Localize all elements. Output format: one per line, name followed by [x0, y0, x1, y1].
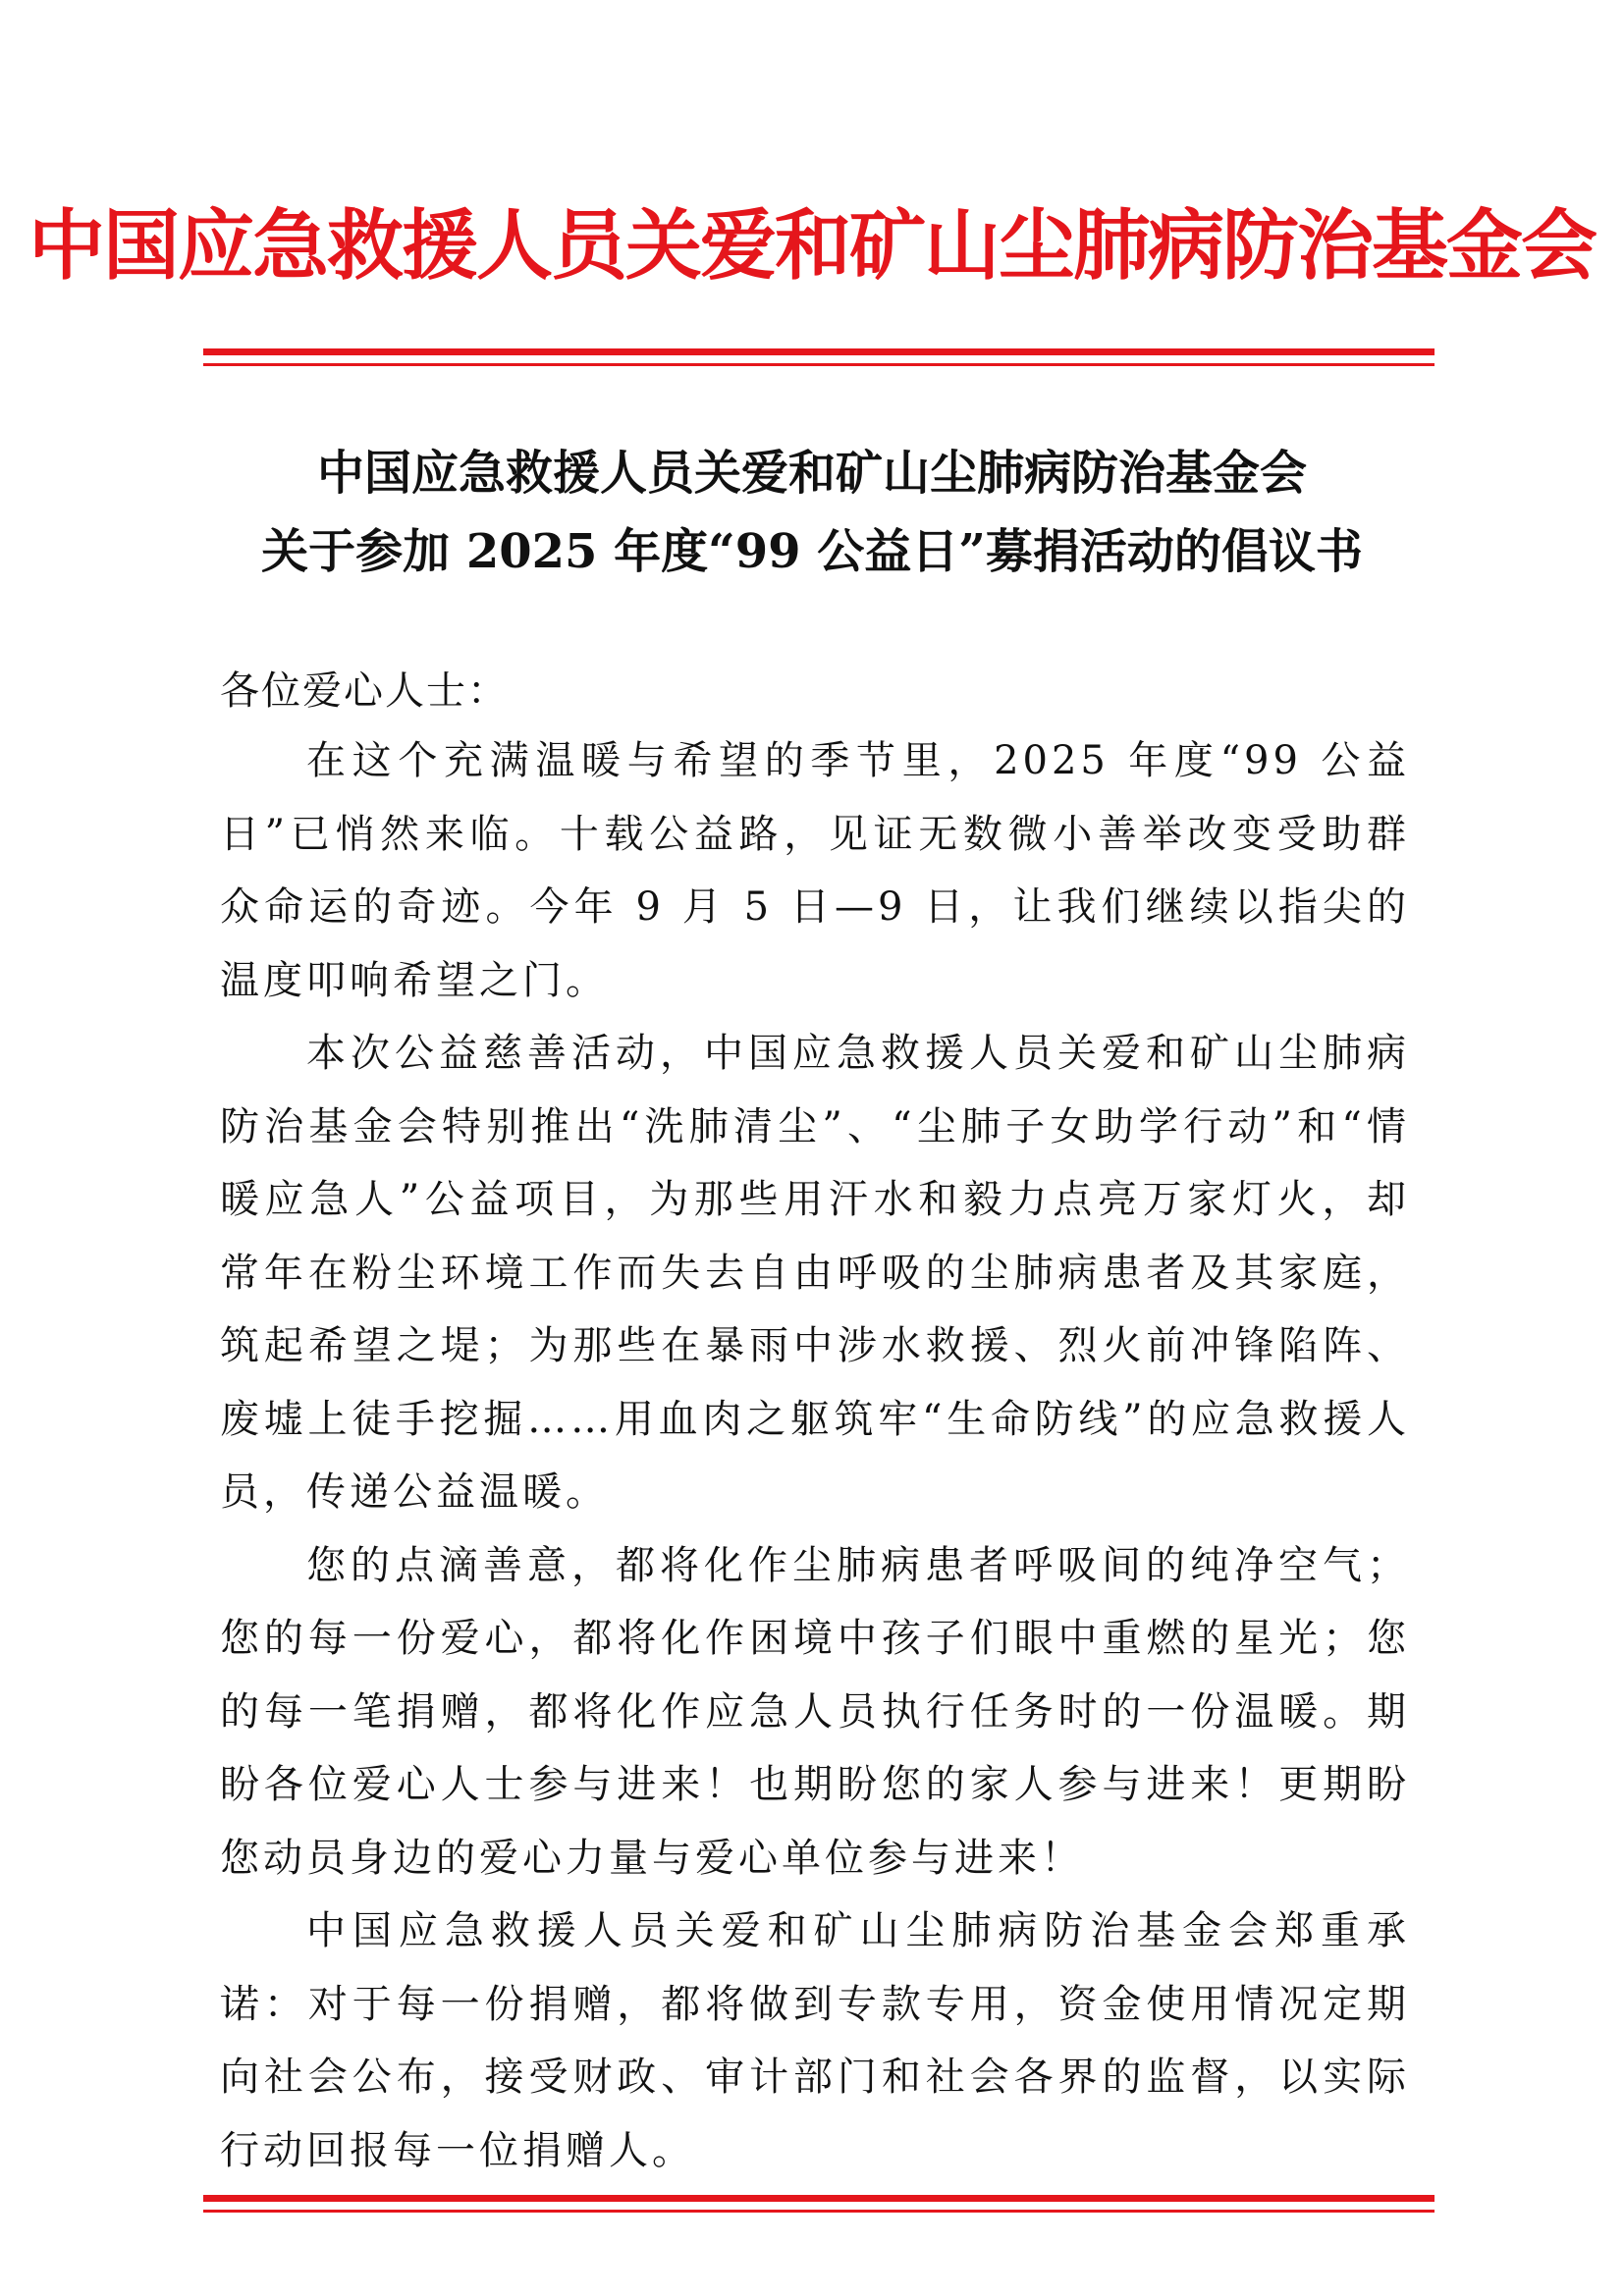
paragraph-appeal: 您的点滴善意，都将化作尘肺病患者呼吸间的纯净空气；您的每一份爱心，都将化作困境中孩子们眼中重燃的星光；您的每一笔捐赠，都将化作应急人员执行任务时的一份温暖。期盼各位爱心人士参与进来！也期盼您的家人参与进来！更期盼您动员身边的爱心力量与爱心单位参与进来！ — [220, 1542, 1410, 1881]
paragraph-commitment: 中国应急救援人员关爱和矿山尘肺病防治基金会郑重承诺：对于每一份捐赠，都将做到专款专用，资金使用情况定期向社会公布，接受财政、审计部门和社会各界的监督，以实际行动回报每一位捐赠人。 — [220, 1908, 1410, 2173]
document-title-line-2: 关于参加 2025 年度“99 公益日”募捐活动的倡议书 — [261, 524, 1363, 579]
paragraph-intro: 在这个充满温暖与希望的季节里，2025 年度“99 公益日”已悄然来临。十载公益路，见证无数微小善举改变受助群众命运的奇迹。今年 9 月 5 日—9 日，让我们继续以指尖的温度叩响希望之门。 — [220, 738, 1410, 1003]
document-title-line-1: 中国应急救援人员关爱和矿山尘肺病防治基金会 — [316, 446, 1307, 501]
salutation: 各位爱心人士： — [220, 668, 509, 714]
letterhead-rule-thin — [203, 363, 1435, 366]
footer-rule-thin — [203, 2210, 1435, 2213]
letterhead-rule-thick — [203, 348, 1435, 355]
letterhead-org-name: 中国应急救援人员关爱和矿山尘肺病防治基金会 — [27, 201, 1596, 291]
letter-body — [220, 724, 1410, 2187]
paragraph-projects: 本次公益慈善活动，中国应急救援人员关爱和矿山尘肺病防治基金会特别推出“洗肺清尘”、“尘肺子女助学行动”和“情暖应急人”公益项目，为那些用汗水和毅力点亮万家灯火，却常年在粉尘环境工作而失去自由呼吸的尘肺病患者及其家庭，筑起希望之堤；为那些在暴雨中涉水救援、烈火前冲锋陷阵、废墟上徒手挖掘……用血肉之躯筑牢“生命防线”的应急救援人员，传递公益温暖。 — [220, 1031, 1410, 1515]
footer-rule-thick — [203, 2195, 1435, 2202]
